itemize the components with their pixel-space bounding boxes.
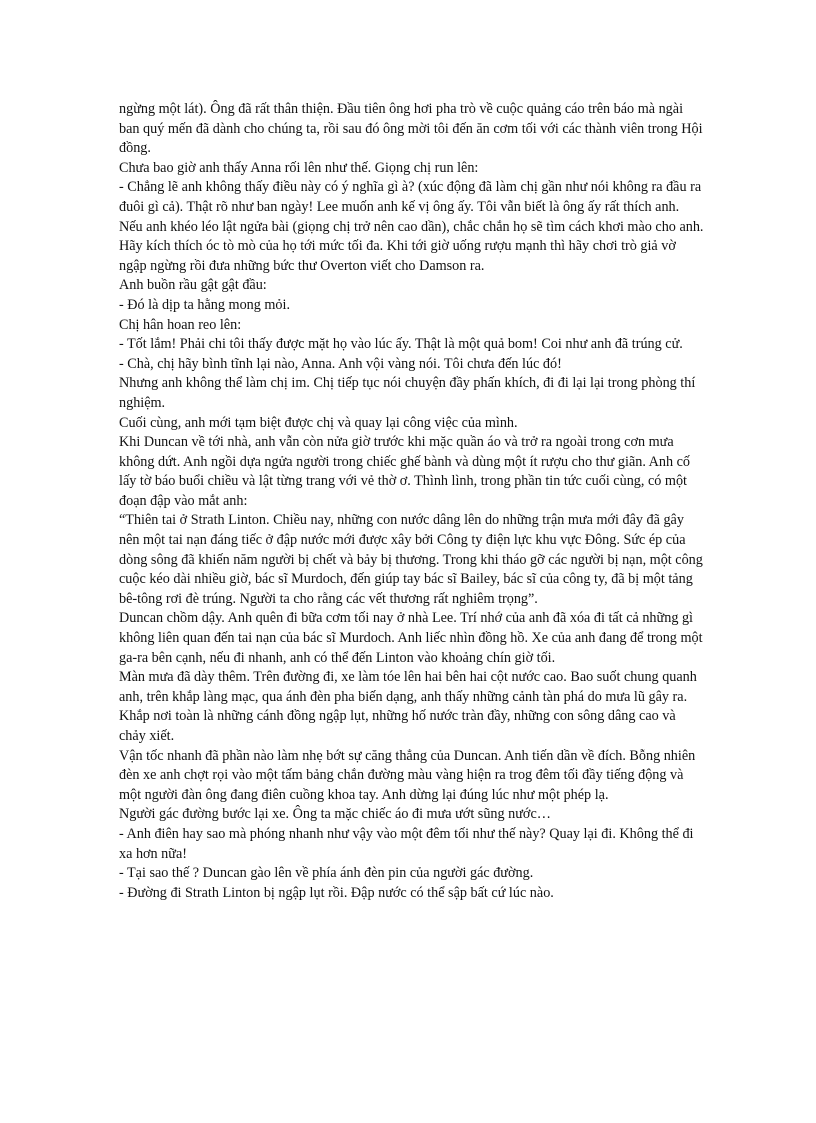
paragraph-17: - Anh điên hay sao mà phóng nhanh như vậy vào một đêm tối như thế này? Quay lại đi. Không thể đi xa hơn nữa! xyxy=(119,825,694,862)
paragraph-14: Màn mưa đã dày thêm. Trên đường đi, xe làm tóe lên hai bên hai cột nước cao. Bao suốt chung quanh anh, trên khắp làng mạc, qua ánh đèn pha biến dạng, anh thấy những cảnh tàn phá do mưa lũ gây ra. Khắp nơi toàn là những cánh đồng ngập lụt, những hố nước tràn đầy, những con sông dâng cao và chảy xiết. xyxy=(119,669,697,744)
paragraph-8: - Chà, chị hãy bình tĩnh lại nào, Anna. Anh vội vàng nói. Tôi chưa đến lúc đó! xyxy=(119,355,562,372)
paragraph-9: Nhưng anh không thể làm chị im. Chị tiếp tục nói chuyện đầy phấn khích, đi đi lại lại trong phòng thí nghiệm. xyxy=(119,375,696,411)
paragraph-19: - Đường đi Strath Linton bị ngập lụt rồi. Đập nước có thể sập bất cứ lúc nào. xyxy=(119,884,554,901)
paragraph-7: - Tốt lắm! Phải chi tôi thấy được mặt họ vào lúc ấy. Thật là một quả bom! Coi như anh đã trúng cử. xyxy=(119,336,683,353)
paragraph-15: Vận tốc nhanh đã phần nào làm nhẹ bớt sự căng thẳng của Duncan. Anh tiến dần về đích. Bỗng nhiên đèn xe anh chợt rọi vào một tấm bảng chắn đường màu vàng hiện ra trog đêm tối đầy tiếng động và một người đàn ông đang điên cuồng khoa tay. Anh dừng lại đúng lúc như một phép lạ. xyxy=(119,747,696,803)
paragraph-4: Anh buồn rầu gật gật đầu: xyxy=(119,277,267,294)
paragraph-2: Chưa bao giờ anh thấy Anna rối lên như thế. Giọng chị run lên: xyxy=(119,159,479,176)
paragraph-3: - Chẳng lẽ anh không thấy điều này có ý nghĩa gì à? (xúc động đã làm chị gần như nói không ra đầu ra đuôi gì cả). Thật rõ như ban ngày! Lee muốn anh kế vị ông ấy. Tôi vẫn biết là ông ấy rất thích anh. Nếu anh khéo léo lật ngửa bài (giọng chị trở nên cao dần), chắc chắn họ sẽ tìm cách khơi mào cho anh. Hãy kích thích óc tò mò của họ tới mức tối đa. Khi tới giờ uống rượu mạnh thì hãy chơi trò giả vờ ngập ngừng rồi đưa những bức thư Overton viết cho Damson ra. xyxy=(119,179,704,274)
paragraph-13: Duncan chồm dậy. Anh quên đi bữa cơm tối nay ở nhà Lee. Trí nhớ của anh đã xóa đi tất cả những gì không liên quan đến tai nạn của bác sĩ Murdoch. Anh liếc nhìn đồng hồ. Xe của anh đang để trong một ga-ra bên cạnh, nếu đi nhanh, anh có thể đến Linton vào khoảng chín giờ tối. xyxy=(119,610,703,666)
paragraph-5: - Đó là dịp ta hằng mong mỏi. xyxy=(119,296,291,313)
document-page xyxy=(119,100,704,903)
paragraph-1: ngừng một lát). Ông đã rất thân thiện. Đầu tiên ông hơi pha trò về cuộc quảng cáo trên báo mà ngài ban quý mến đã dành cho chúng ta, rồi sau đó ông mời tôi đến ăn cơm tối với các thành viên trong Hội đồng. xyxy=(119,101,703,157)
paragraph-12: “Thiên tai ở Strath Linton. Chiều nay, những con nước dâng lên do những trận mưa mới đây đã gây nên một tai nạn đáng tiếc ở đập nước mới được xây bởi Công ty điện lực khu vực Đông. Sức ép của dòng sông đã khiến năm người bị chết và bảy bị thương. Trong khi tháo gỡ các người bị nạn, một công cuộc kéo dài nhiều giờ, bác sĩ Murdoch, đến giúp tay bác sĩ Bailey, bác sĩ của công ty, đã bị một tảng bê-tông rơi đè trúng. Người ta cho rằng các vết thương rất nghiêm trọng”. xyxy=(119,512,703,607)
paragraph-16: Người gác đường bước lại xe. Ông ta mặc chiếc áo đi mưa ướt sũng nước… xyxy=(119,806,551,823)
paragraph-18: - Tại sao thế ? Duncan gào lên về phía ánh đèn pin của người gác đường. xyxy=(119,865,534,882)
paragraph-11: Khi Duncan về tới nhà, anh vẫn còn nửa giờ trước khi mặc quần áo và trở ra ngoài trong cơn mưa không dứt. Anh ngồi dựa ngửa người trong chiếc ghế bành và dùng một ít rượu cho thư giãn. Anh cố lấy tờ báo buổi chiều và lật từng trang với vẻ thờ ơ. Thình lình, trong phần tin tức cuối cùng, có một đoạn đập vào mắt anh: xyxy=(119,434,691,509)
paragraph-6: Chị hân hoan reo lên: xyxy=(119,316,242,333)
paragraph-10: Cuối cùng, anh mới tạm biệt được chị và quay lại công việc của mình. xyxy=(119,414,518,431)
